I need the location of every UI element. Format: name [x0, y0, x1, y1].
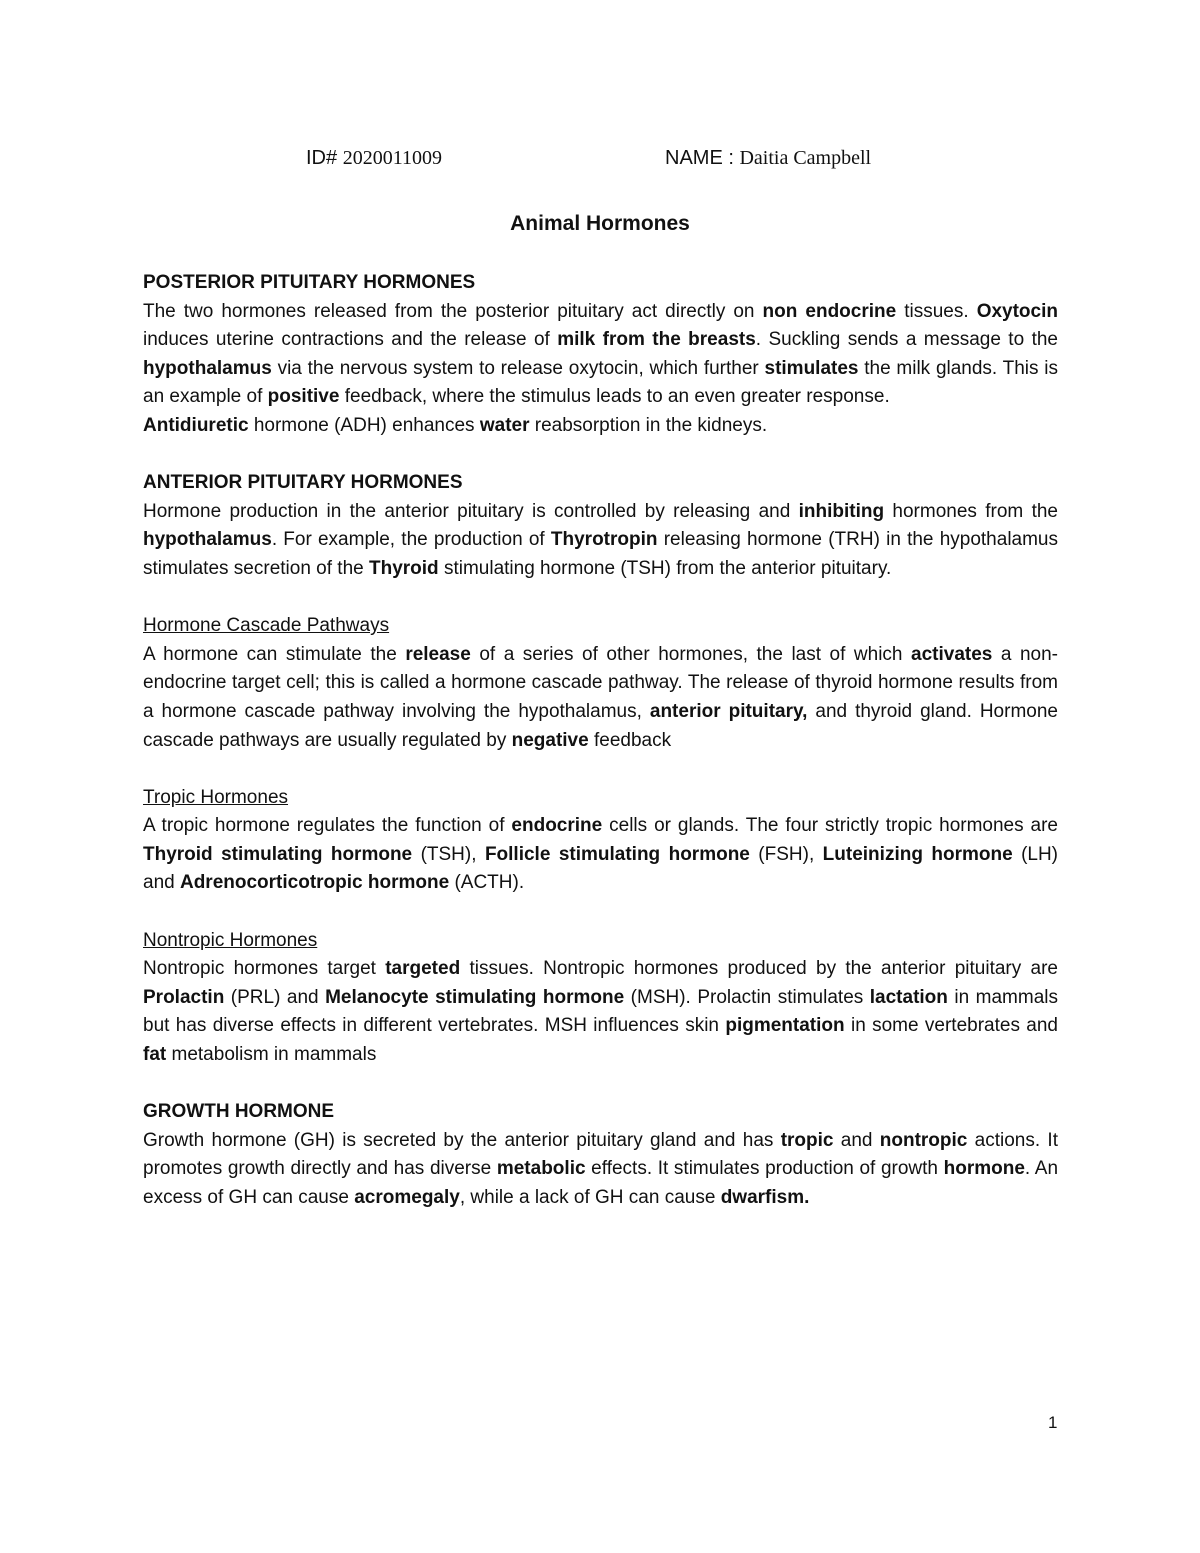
bold-term: Oxytocin: [976, 300, 1058, 322]
bold-term: tropic: [780, 1129, 834, 1151]
section-heading-nontropic: Nontropic Hormones: [143, 929, 318, 951]
bold-term: endocrine: [511, 815, 603, 837]
bold-term: release: [405, 643, 471, 665]
bold-term: pigmentation: [725, 1015, 845, 1037]
bold-term: lactation: [869, 986, 948, 1008]
bold-term: hypothalamus: [143, 357, 272, 379]
paragraph-posterior-oxytocin: The two hormones released from the posterior pituitary act directly on non endocrine tissues. Oxytocin induces uterine contractions and the release of milk from the breasts. Suckling sends a message to the hypothalamus via the nervous system to release oxytocin, which further stimulates the milk glands. This is an example of positive feedback, where the stimulus leads to an even greater response.: [143, 300, 1058, 408]
section-heading-growth: GROWTH HORMONE: [143, 1101, 335, 1123]
id-field: [306, 143, 442, 173]
bold-term: Luteinizing hormone: [822, 843, 1013, 865]
document-header: [0, 143, 1200, 173]
document-title: Animal Hormones: [510, 212, 690, 235]
paragraph-tropic: A tropic hormone regulates the function of endocrine cells or glands. The four strictly tropic hormones are Thyroid stimulating hormone (TSH), Follicle stimulating hormone (FSH), Luteinizing hormone (LH) and Adrenocorticotropic hormone (ACTH).: [143, 815, 1059, 894]
paragraph-cascade: A hormone can stimulate the release of a series of other hormones, the last of which activates a non-endocrine target cell; this is called a hormone cascade pathway. The release of thyroid hormone results from a hormone cascade pathway involving the hypothalamus, anterior pituitary, and thyroid gland. Hormone cascade pathways are usually regulated by negative feedback: [143, 643, 1059, 751]
bold-term: stimulates: [764, 357, 859, 379]
bold-term: acromegaly: [354, 1187, 460, 1208]
bold-term: Melanocyte stimulating hormone: [325, 986, 625, 1008]
bold-term: Antidiuretic: [143, 414, 249, 436]
bold-term: hypothalamus: [143, 529, 272, 551]
section-heading-anterior: ANTERIOR PITUITARY HORMONES: [143, 472, 463, 494]
page-number: 1: [1048, 1413, 1058, 1432]
id-label: ID#: [306, 147, 338, 169]
bold-term: metabolic: [496, 1158, 586, 1180]
bold-term: milk from the breasts: [557, 329, 756, 351]
bold-term: hormone: [943, 1158, 1025, 1180]
paragraph-growth: Growth hormone (GH) is secreted by the anterior pituitary gland and has tropic and nontropic actions. It promotes growth directly and has diverse metabolic effects. It stimulates production of growth hormone. An excess of GH can cause acromegaly, while a lack of GH can cause dwarfism.: [143, 1129, 1059, 1208]
id-value: 2020011009: [342, 147, 442, 169]
bold-term: anterior pituitary,: [649, 700, 808, 722]
bold-term: Adrenocorticotropic hormone: [179, 872, 450, 894]
bold-term: Thyroid: [369, 557, 439, 579]
bold-term: nontropic: [879, 1129, 968, 1151]
bold-term: inhibiting: [798, 500, 885, 522]
name-label: NAME :: [665, 147, 734, 169]
paragraph-nontropic: Nontropic hormones target targeted tissues. Nontropic hormones produced by the anterior pituitary are Prolactin (PRL) and Melanocyte stimulating hormone (MSH). Prolactin stimulates lactation in mammals but has diverse effects in different vertebrates. MSH influences skin pigmentation in some vertebrates and fat metabolism in mammals: [143, 958, 1058, 1066]
section-heading-tropic: Tropic Hormones: [143, 786, 289, 808]
bold-term: targeted: [385, 958, 461, 980]
bold-term: non endocrine: [762, 300, 897, 322]
paragraph-anterior: Hormone production in the anterior pituitary is controlled by releasing and inhibiting hormones from the hypothalamus. For example, the production of Thyrotropin releasing hormone (TRH) in the hypothalamus stimulates secretion of the Thyroid stimulating hormone (TSH) from the anterior pituitary.: [143, 500, 1058, 579]
bold-term: Prolactin: [143, 986, 225, 1008]
document-body: [143, 269, 1058, 1213]
bold-term: positive: [267, 386, 340, 408]
paragraph-posterior-adh: Antidiuretic hormone (ADH) enhances water reabsorption in the kidneys.: [143, 414, 768, 436]
section-heading-cascade: Hormone Cascade Pathways: [143, 615, 390, 637]
bold-term: negative: [511, 729, 589, 751]
bold-term: dwarfism.: [720, 1187, 810, 1208]
bold-term: Thyroid stimulating hormone: [143, 843, 413, 865]
section-heading-posterior: POSTERIOR PITUITARY HORMONES: [143, 272, 476, 293]
bold-term: water: [479, 414, 530, 436]
name-field: [665, 143, 871, 173]
bold-term: Follicle stimulating hormone: [484, 843, 750, 865]
bold-term: activates: [911, 643, 993, 665]
bold-term: Thyrotropin: [550, 529, 658, 551]
bold-term: fat: [143, 1044, 167, 1066]
name-value: Daitia Campbell: [739, 147, 872, 169]
